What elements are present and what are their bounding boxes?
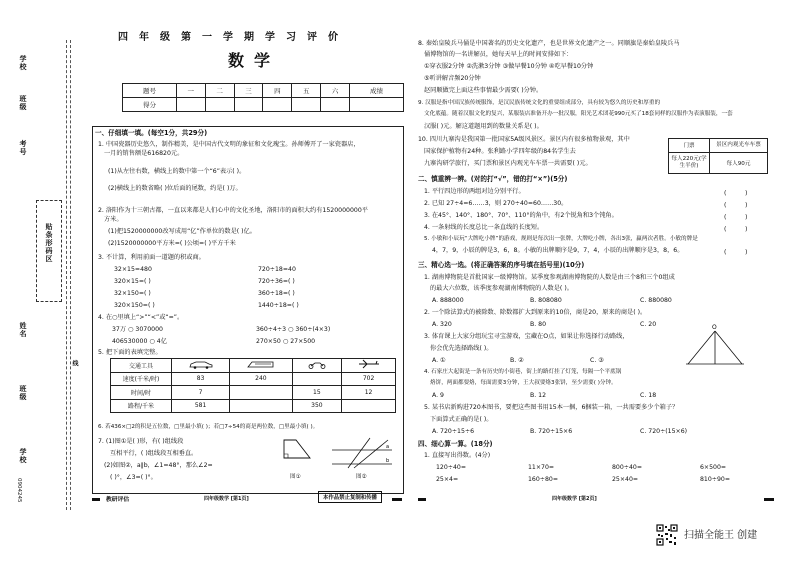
- cell: 83: [172, 372, 230, 386]
- score-header-cell: 题号: [123, 84, 177, 98]
- score-cell[interactable]: [176, 98, 205, 112]
- q2-text-b: 方米。: [104, 216, 123, 223]
- figure-1-label: 图①: [290, 474, 301, 480]
- q2-text-a: 2. 洛阳作为十三朝古都，一直以来都是人们心中的文化圣地，洛阳市的面积大约有1520000000平: [98, 207, 368, 214]
- footer-page-2: 四年级数学 [第2页]: [552, 496, 597, 502]
- car-icon: [172, 359, 230, 373]
- answer-paren[interactable]: ( ): [724, 249, 748, 256]
- q2-sub-1: (1)把1520000000改写成用“亿”作单位的数是( )亿。: [108, 228, 256, 235]
- q8-text-a: 8. 秦始皇陵兵马俑是中国著名的历史文化遗产，也是世界文化遗产之一。同顺旗是秦始皇陵兵马: [418, 40, 680, 47]
- oral-item: 6×500=: [700, 464, 727, 471]
- judge-item: 4. 一条射线的长度总比一条直线的长度短。: [424, 224, 544, 231]
- q2-sub-2: (2)1520000000平方米=( )公顷=( )平方千米: [108, 240, 236, 247]
- score-cell[interactable]: [350, 98, 404, 112]
- section-4-heading: 四、细心算一算。(18分): [418, 440, 493, 448]
- q6-text: 6. 若436×□2的积是五位数，□里最小填( )；若□7÷54的商是两位数，□里最小填( )。: [98, 424, 319, 430]
- cell[interactable]: [342, 399, 396, 413]
- score-cell[interactable]: [263, 98, 292, 112]
- margin-name: 姓名: [19, 322, 27, 338]
- transport-row: [111, 386, 396, 400]
- oral-item: 25×40=: [612, 476, 639, 483]
- choice-option: B. 720÷15×6: [530, 428, 573, 435]
- transport-table: [110, 358, 396, 413]
- barcode-label: 贴条形码区: [45, 223, 53, 263]
- choice-5-text-a: 5. 某书店新购进720本图书，要把这些图书用15本一捆，6捆装一箱，一共需要多少个箱子？: [424, 404, 679, 411]
- margin-code: 0904245: [16, 478, 22, 503]
- score-row-label: 得分: [123, 98, 177, 112]
- margin-school: 学校: [19, 55, 27, 71]
- transport-row: [111, 399, 396, 413]
- score-cell[interactable]: [234, 98, 263, 112]
- section-2-heading: 二、慎重辨一辨。(对的打“√”，错的打“×”)(5分): [418, 175, 568, 183]
- cell: 240: [230, 372, 292, 386]
- calc-item: 320×150=( ): [114, 302, 155, 309]
- q8-schedule-2: ⑤听讲解音频20分钟: [424, 75, 481, 82]
- oral-item: 11×70=: [528, 464, 555, 471]
- footer-bar: [392, 498, 402, 501]
- score-header-cell: 三: [234, 84, 263, 98]
- q10-text-a: 10. 四川九寨沟是我国第一批国家5A级风景区。景区内有很多植物景观，其中: [418, 136, 630, 143]
- score-header-cell: 一: [176, 84, 205, 98]
- choice-2-text: 2. 一个除法算式的被除数、除数都扩大到原来的10倍，商是20，原来的商是( )。: [424, 309, 647, 316]
- choice-option: A. 720÷15÷6: [432, 428, 475, 435]
- row-label: 路程/千米: [111, 399, 172, 413]
- qr-code-icon: [656, 524, 678, 546]
- score-header-cell: 五: [292, 84, 321, 98]
- choice-3-text-b: 你会优先选择路线( )。: [430, 345, 493, 352]
- compare-item: 37万 ○ 3070000: [112, 326, 163, 333]
- choice-option: A. 320: [432, 321, 452, 328]
- subject-title: 数学: [228, 51, 281, 70]
- transport-header-label: 交通工具: [111, 359, 172, 373]
- q7-text-d: ( )°，∠3=( )°。: [110, 474, 157, 481]
- answer-paren[interactable]: ( ): [724, 190, 748, 197]
- cell[interactable]: [230, 399, 292, 413]
- margin-line-label: 线: [71, 360, 78, 367]
- figure-2-label: 图②: [356, 474, 367, 480]
- cell[interactable]: [292, 372, 342, 386]
- score-header-cell: 成绩: [350, 84, 404, 98]
- q4-text: 4. 在○里填上“>”“<”或“=”。: [98, 314, 184, 321]
- q9-text-b: 文化底蕴。随着汉服文化的复兴，某服装店准备开办一批汉服，阳光艺术团花990元买了18套同样的汉服作为表演服装，一套: [424, 111, 733, 117]
- score-table-header-row: [123, 84, 404, 98]
- choice-option: B. 80: [530, 321, 547, 328]
- score-cell[interactable]: [292, 98, 321, 112]
- oral-item: 120÷40=: [436, 464, 467, 471]
- choice-option: B. 12: [530, 392, 547, 399]
- choice-option: A. 9: [432, 392, 444, 399]
- cell: 350: [292, 399, 342, 413]
- footer-bar: [764, 498, 774, 501]
- calc-item: 360÷18=( ): [258, 290, 295, 297]
- route-figure: [684, 322, 746, 368]
- q1-sub-2: (2)横线上的数省略( )位后面的尾数，约是( )万。: [108, 185, 242, 192]
- section-1-heading: 一、仔细填一填。(每空1分，共29分): [95, 129, 208, 137]
- compare-item: 360÷4÷3 ○ 360÷(4×3): [256, 326, 331, 333]
- svg-text:O: O: [712, 324, 717, 331]
- choice-3-text-a: 3. 体育课上大家分组玩宝寻宝游戏，宝藏在O点，如果让你选择行动路线，: [424, 333, 629, 340]
- choice-1-text-a: 1. 湖南博物院是首批国家一级博物馆。某季度参观湖南博物院的人数是由三个8和三个0组成: [424, 274, 675, 281]
- q9-text-c: 汉服( )元。解这道题用到的数量关系是( )。: [424, 123, 543, 130]
- margin-class2: 班级: [19, 385, 27, 401]
- transport-header-row: [111, 359, 396, 373]
- margin-exam-no: 考号: [19, 140, 27, 156]
- judge-item: 2. 已知 27÷4=6……3，则 270÷40=60……30。: [424, 200, 568, 207]
- oral-calc-heading: 1. 直接写出得数。(4分): [424, 452, 491, 459]
- svg-text:a: a: [386, 444, 390, 450]
- fee-bus-price: 每人90元: [710, 152, 768, 173]
- choice-option: C. ③: [590, 357, 604, 364]
- choice-5-text-b: 下面算式正确的是( )。: [430, 416, 493, 423]
- oral-item: 25×4=: [436, 476, 459, 483]
- choice-option: C. 20: [640, 321, 657, 328]
- score-table: [122, 83, 404, 112]
- score-table-score-row: [123, 98, 404, 112]
- airplane-icon: [342, 359, 396, 373]
- q7-text-b: 互相平行，( )组线段互相垂直。: [110, 450, 198, 457]
- calc-item: 320×15=( ): [114, 278, 151, 285]
- footer-left-brand: 教研评估: [106, 497, 130, 503]
- scanner-watermark: 扫描全能王 创建: [684, 530, 758, 541]
- barcode-area: [36, 200, 62, 302]
- section-3-heading: 三、精心选一选。(将正确答案的序号填在括号里)(10分): [418, 261, 585, 269]
- footer-page-1: 四年级数学 [第1页]: [204, 496, 249, 502]
- calc-item: 720÷18=40: [258, 266, 296, 273]
- cell: 702: [342, 372, 396, 386]
- judge-item: 5. 小敏和小辰玩“大牌吃小牌”的游戏，规则是每次出一张牌，大牌吃小牌，各出3张，赢两次者胜。小敏的牌是: [424, 236, 698, 242]
- calc-item: 32×15=480: [114, 266, 152, 273]
- q7-text-c: (2)如图②，a∥b，∠1=48°，那么∠2=: [104, 462, 213, 469]
- score-cell[interactable]: [321, 98, 350, 112]
- choice-option: A. ①: [432, 357, 446, 364]
- score-header-cell: 二: [205, 84, 234, 98]
- margin-school2: 学校: [19, 448, 27, 464]
- q10-text-c: 九寨沟研学旅行，买门票和景区内观光车车票一共需要( )元。: [424, 160, 592, 167]
- page-title: 四年级第一学期学习评价: [118, 32, 349, 43]
- answer-paren[interactable]: ( ): [724, 202, 748, 209]
- cut-line-2: [70, 40, 71, 510]
- compare-item: 270×50 ○ 27×500: [256, 338, 316, 345]
- transport-row: [111, 372, 396, 386]
- q3-text: 3. 不计算，利用前面一道题的积或商。: [98, 254, 205, 261]
- cell[interactable]: [230, 386, 292, 400]
- fee-header-ticket: 门票: [669, 139, 710, 153]
- footer-bar: [92, 498, 100, 501]
- row-label: 时间/时: [111, 386, 172, 400]
- choice-4-text-b: 烙饼，两面都要烙，每面需要3分钟，王大叔要烙3张饼，至少需要( )分钟。: [430, 380, 617, 386]
- trapezoid-figure: [280, 436, 314, 466]
- fee-table: [668, 138, 768, 174]
- score-cell[interactable]: [205, 98, 234, 112]
- oral-item: 810÷90=: [700, 476, 731, 483]
- fee-header-bus: 景区内观光车车票: [710, 139, 768, 153]
- calc-item: 720÷36=( ): [258, 278, 295, 285]
- q10-text-b: 国家保护植物有24种。张利路小学四年级的84名学生去: [424, 148, 576, 155]
- choice-1-text-b: 的最大六位数，该季度参观湖南博物院的人数是( )。: [430, 285, 573, 292]
- calc-item: 32×150=( ): [114, 290, 151, 297]
- train-icon: [230, 359, 292, 373]
- answer-paren[interactable]: ( ): [724, 214, 748, 221]
- choice-option: B. ②: [510, 357, 524, 364]
- footer-bar: [418, 498, 426, 501]
- answer-paren[interactable]: ( ): [724, 226, 748, 233]
- choice-option: A. 888000: [432, 297, 464, 304]
- oral-item: 800÷40=: [612, 464, 643, 471]
- fee-value-row: [669, 152, 768, 173]
- q1-sub-1: (1)从左往右数，横线上的数中第一个“6”表示( )。: [108, 168, 246, 175]
- q7-text-a: 7. (1)图①是( )形，有( )组线段: [98, 438, 184, 445]
- oral-item: 160÷80=: [528, 476, 559, 483]
- choice-option: C. 880080: [640, 297, 672, 304]
- footer-warning: 本作品禁止复制和传播: [318, 491, 382, 503]
- cut-line: [66, 40, 67, 510]
- choice-option: C. 18: [640, 392, 657, 399]
- judge-item: 3. 在45°、140°、180°、70°、110°的角中，有2个锐角和3个钝角。: [424, 212, 618, 219]
- svg-text:b: b: [386, 458, 390, 464]
- score-header-cell: 四: [263, 84, 292, 98]
- motorbike-icon: [292, 359, 342, 373]
- compare-item: 406530000 ○ 4亿: [112, 338, 167, 345]
- q9-text-a: 9. 汉服是指中国汉族传统服饰，是汉民族传统文化的重要组成部分，具有较为悠久的历史和厚重的: [418, 100, 661, 106]
- row-label: 速度(千米/时): [111, 372, 172, 386]
- q1-text-a: 1. 中国瓷器历史悠久，制作精美，是中国古代文明的象征和文化瑰宝。孙师傅开了一家瓷器店，: [98, 141, 360, 148]
- q8-question: 赵同顺做完上面这些事情最少需要( )分钟。: [424, 87, 543, 94]
- q8-text-b: 俑博物馆的一名讲解员，她每天早上的时间安排如下：: [424, 51, 573, 58]
- judge-item-cont: 4，7，9，小辰的牌是3，6，8。小敏的出牌顺序是9，7，4，小辰的出牌顺序是3，8，6。: [432, 247, 684, 254]
- cell: 15: [292, 386, 342, 400]
- q8-schedule: ①穿衣服2分钟 ②洗漱3分钟 ③做早餐10分钟 ④吃早餐10分钟: [424, 63, 594, 70]
- parallel-lines-figure: [330, 436, 396, 472]
- q5-text: 5. 把下面的表填完整。: [98, 349, 162, 356]
- choice-4-text-a: 4. 石家庄大起街是一条有历史的小街巷，街上的路灯挂了灯笼，每隔一个平底锅: [424, 369, 622, 375]
- score-header-cell: 六: [321, 84, 350, 98]
- calc-item: 1440÷18=( ): [258, 302, 299, 309]
- q1-text-b: 一月的销售额是616820元。: [104, 150, 184, 157]
- cell: 581: [172, 399, 230, 413]
- fee-header-row: [669, 139, 768, 153]
- choice-option: B. 808080: [530, 297, 562, 304]
- cell: 7: [172, 386, 230, 400]
- choice-option: C. 720÷(15×6): [640, 428, 688, 435]
- cell: 12: [342, 386, 396, 400]
- fee-ticket-price: 每人220元(学生半价): [669, 152, 710, 173]
- judge-item: 1. 平行四边形的两组对边分别平行。: [424, 188, 525, 195]
- margin-class: 班级: [19, 95, 27, 111]
